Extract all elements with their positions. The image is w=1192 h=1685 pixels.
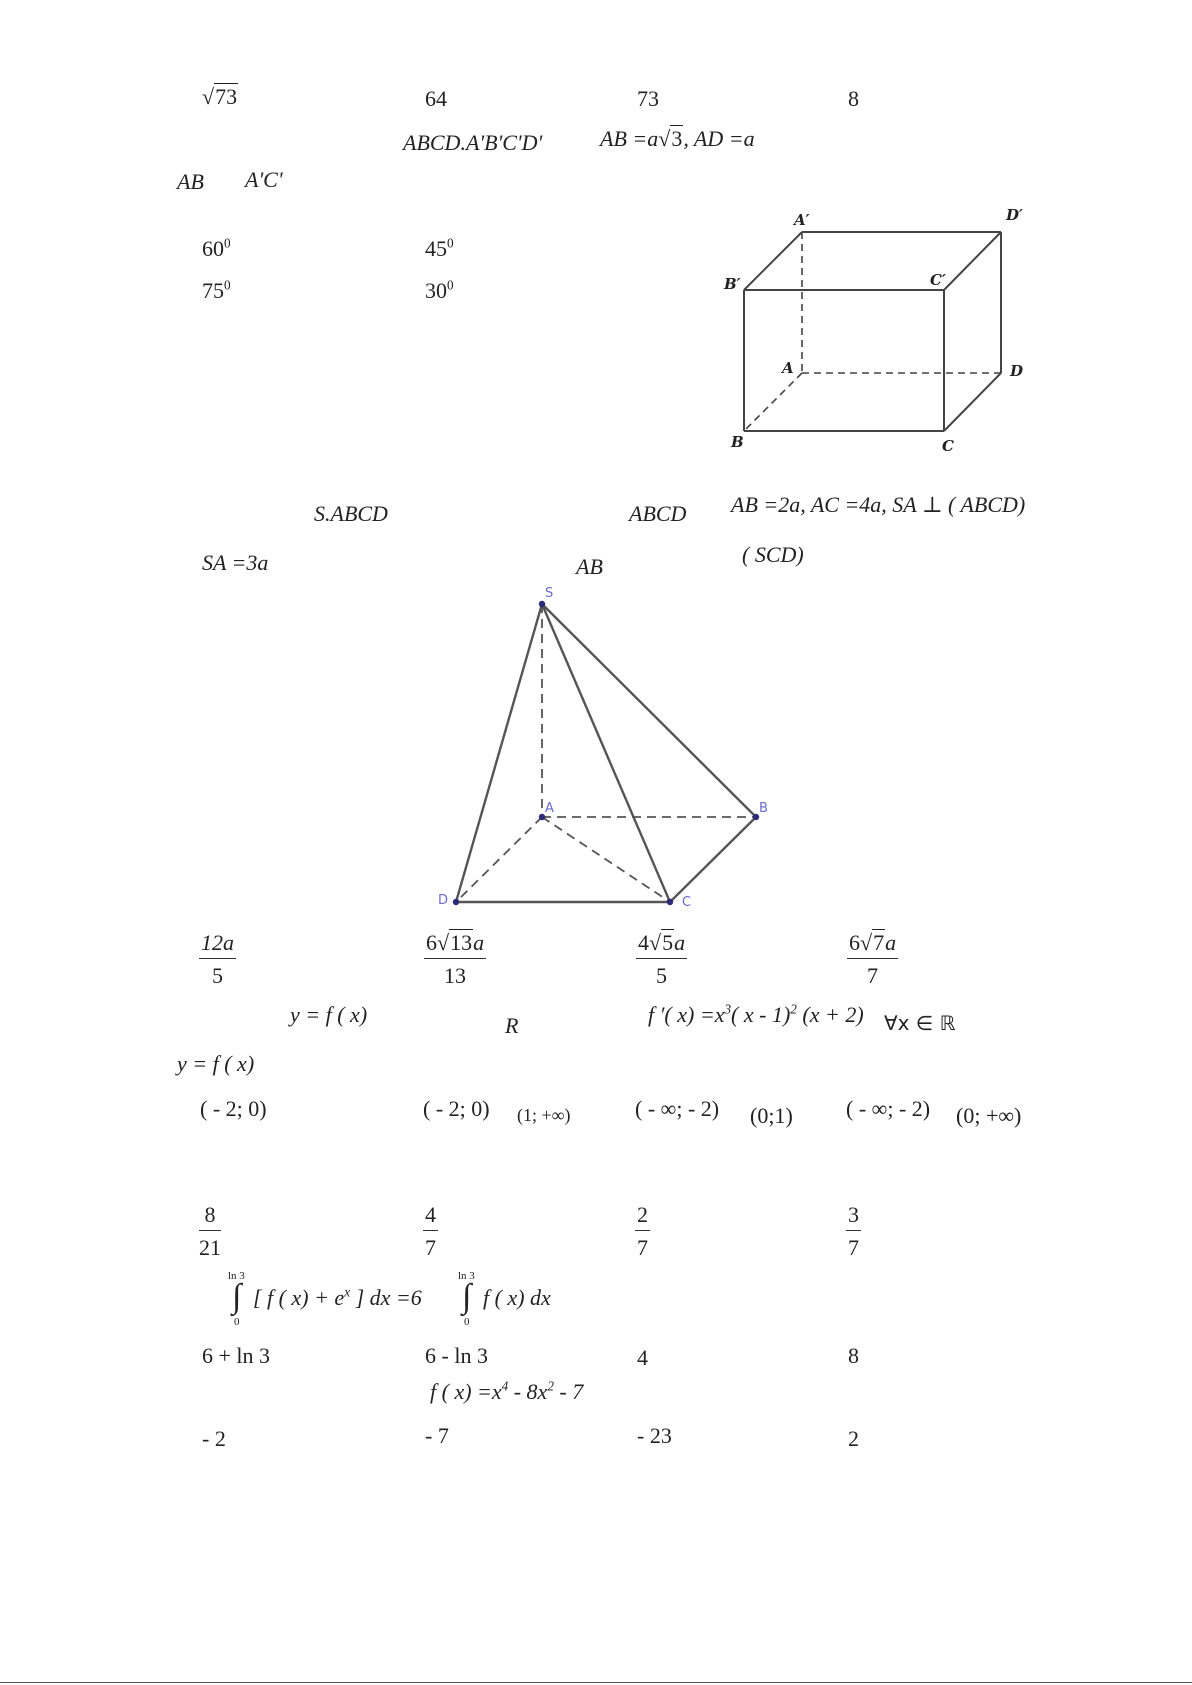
q1-option-d: 8 (848, 86, 859, 111)
q1-option-b: 64 (425, 86, 447, 111)
q4-option-b1: ( - 2; 0) (423, 1096, 490, 1121)
q7-option-d: 2 (848, 1426, 859, 1451)
q5-option-b: $\frac{4}{7}$ (425, 1202, 436, 1260)
q1-option-c: 73 (637, 86, 659, 111)
q3-ab: AB (576, 554, 603, 579)
q6-lower-1: 0 (234, 1316, 240, 1328)
q3-pyramid: S.ABCD (314, 501, 388, 526)
q2-prism-name: ABCD.A'B'C'D' (403, 130, 543, 155)
q3-option-a: $\frac{12a}{5}$ (201, 930, 234, 988)
label-d: D (438, 893, 449, 908)
label-a: A (545, 801, 554, 816)
q3-sa: SA =3a (202, 550, 269, 575)
q2-given: AB =a√3, AD =a (600, 126, 755, 151)
q6-upper-2: ln 3 (458, 1270, 475, 1282)
label-b: B (759, 801, 768, 816)
q3-given: AB =2a, AC =4a, SA ⊥ ( ABCD) (731, 492, 1026, 517)
label-c1: C′ (930, 271, 946, 289)
sqrt-symbol: √3 (658, 126, 683, 151)
point-d (453, 899, 459, 905)
q5-option-a: $\frac{8}{21}$ (199, 1202, 221, 1260)
q3-option-d: $\frac{6√7a}{7}$ (849, 930, 897, 988)
label-a: A (782, 359, 794, 377)
q4-option-b2: (1; +∞) (517, 1105, 571, 1125)
q3-base: ABCD (629, 501, 687, 526)
q3-plane: ( SCD) (742, 542, 804, 567)
q2-option-d: $30^0$ (425, 277, 454, 303)
q4-func: y = f ( x) (290, 1002, 368, 1027)
q4-domain: R (505, 1013, 519, 1038)
q3-option-c: $\frac{4√5a}{5}$ (638, 930, 686, 988)
q2-option-a: $60^0$ (202, 235, 231, 261)
q6-option-b: 6 - ln 3 (425, 1343, 488, 1368)
sqrt-symbol: √73 (202, 84, 238, 109)
q3-option-b: $\frac{6√13a}{13}$ (426, 930, 485, 988)
label-c: C (942, 437, 954, 455)
q6-integral-sign-1: ∫ (232, 1278, 242, 1315)
box-figure (700, 195, 1060, 465)
q6-integrand-1: [ f ( $x) + e^x$ ] dx =6 (253, 1284, 422, 1310)
q5-option-d: $\frac{3}{7}$ (848, 1202, 859, 1260)
pyramid-figure (400, 580, 800, 920)
q1-option-a (202, 86, 238, 108)
q4-func2: y = f ( x) (177, 1051, 255, 1076)
q7-function: f ( $x) =x^4 - 8x^2 - 7$ (430, 1378, 584, 1404)
q4-option-d2: (0; +∞) (956, 1103, 1022, 1128)
q2-line-ab: AB (177, 169, 204, 194)
q6-option-c: 4 (637, 1345, 648, 1370)
point-c (667, 899, 673, 905)
q4-forall: ∀x ∈ ℝ (884, 1011, 956, 1035)
label-d: D (1010, 362, 1024, 380)
point-s (539, 601, 545, 607)
label-d1: D′ (1006, 206, 1023, 224)
q4-option-c2: (0;1) (750, 1103, 793, 1128)
label-a1: A′ (794, 211, 810, 229)
q6-lower-2: 0 (464, 1316, 470, 1328)
q6-option-a: 6 + ln 3 (202, 1343, 271, 1368)
q2-line-ac: A'C' (245, 167, 283, 192)
q4-option-c1: ( - ∞; - 2) (635, 1096, 720, 1121)
q5-option-c: $\frac{2}{7}$ (637, 1202, 648, 1260)
q6-integral-sign-2: ∫ (462, 1278, 472, 1315)
q6-upper-1: ln 3 (228, 1270, 245, 1282)
q4-option-a: ( - 2; 0) (200, 1096, 267, 1121)
q6-integrand-2: f ( x) dx (483, 1285, 551, 1310)
q2-option-b: $45^0$ (425, 235, 454, 261)
label-b: B (731, 433, 744, 451)
label-c: C (682, 895, 692, 910)
page-bottom-rule (0, 1682, 1192, 1683)
q7-option-a: - 2 (202, 1426, 226, 1451)
label-s: S (545, 586, 554, 601)
q7-option-c: - 23 (637, 1423, 672, 1448)
q4-derivative: f ′( $x) =x^3$( x - 1)$^2$ (x + 2) (648, 1001, 864, 1027)
q6-option-d: 8 (848, 1343, 859, 1368)
q4-option-d1: ( - ∞; - 2) (846, 1096, 931, 1121)
q7-option-b: - 7 (425, 1423, 449, 1448)
label-b1: B′ (724, 275, 741, 293)
q2-option-c: $75^0$ (202, 277, 231, 303)
